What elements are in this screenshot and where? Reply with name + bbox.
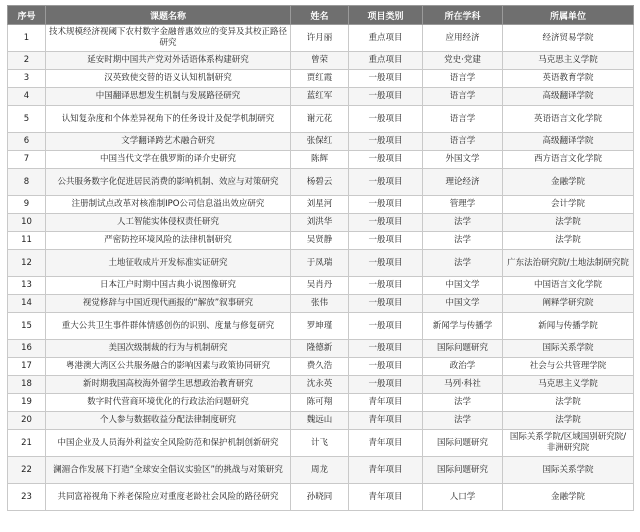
cell-name: 陈辉 [291, 151, 349, 169]
cell-title: 人工智能实体侵权责任研究 [46, 214, 291, 232]
table-body [8, 25, 634, 511]
cell-index: 9 [8, 196, 46, 214]
header-discipline: 所在学科 [423, 6, 503, 25]
cell-discipline: 语言学 [423, 106, 503, 133]
project-table [7, 5, 634, 511]
cell-discipline: 法学 [423, 250, 503, 277]
table-row [8, 484, 634, 511]
cell-category: 一般项目 [349, 313, 423, 340]
cell-name: 费久浩 [291, 358, 349, 376]
cell-discipline: 国际问题研究 [423, 457, 503, 484]
cell-name: 刘洪华 [291, 214, 349, 232]
table-row [8, 214, 634, 232]
cell-title: 文学翻译跨艺术融合研究 [46, 133, 291, 151]
cell-discipline: 中国文学 [423, 295, 503, 313]
cell-title: 美国次级制裁的行为与机制研究 [46, 340, 291, 358]
cell-index: 7 [8, 151, 46, 169]
cell-discipline: 马列·科社 [423, 376, 503, 394]
cell-discipline: 中国文学 [423, 277, 503, 295]
cell-category: 一般项目 [349, 376, 423, 394]
cell-category: 青年项目 [349, 484, 423, 511]
cell-discipline: 国际问题研究 [423, 340, 503, 358]
cell-title: 共同富裕视角下养老保险应对重度老龄社会风险的路径研究 [46, 484, 291, 511]
cell-category: 青年项目 [349, 412, 423, 430]
cell-name: 张伟 [291, 295, 349, 313]
cell-index: 23 [8, 484, 46, 511]
cell-unit: 社会与公共管理学院 [503, 358, 634, 376]
cell-category: 重点项目 [349, 52, 423, 70]
table-row [8, 106, 634, 133]
cell-name: 陈可翔 [291, 394, 349, 412]
cell-index: 19 [8, 394, 46, 412]
cell-index: 8 [8, 169, 46, 196]
cell-category: 一般项目 [349, 340, 423, 358]
cell-title: 中国当代文学在俄罗斯的译介史研究 [46, 151, 291, 169]
cell-name: 隆德新 [291, 340, 349, 358]
cell-name: 张保红 [291, 133, 349, 151]
cell-unit: 西方语言文化学院 [503, 151, 634, 169]
cell-discipline: 政治学 [423, 358, 503, 376]
cell-index: 22 [8, 457, 46, 484]
table-row [8, 70, 634, 88]
header-title: 课题名称 [46, 6, 291, 25]
cell-index: 14 [8, 295, 46, 313]
project-list-document [7, 5, 633, 511]
table-row [8, 394, 634, 412]
cell-title: 数字时代营商环境优化的行政法治问题研究 [46, 394, 291, 412]
cell-title: 粤港澳大湾区公共服务融合的影响因素与政策协同研究 [46, 358, 291, 376]
cell-index: 4 [8, 88, 46, 106]
cell-discipline: 外国文学 [423, 151, 503, 169]
table-row [8, 52, 634, 70]
cell-name: 曾荣 [291, 52, 349, 70]
cell-title: 土地征收成片开发标准实证研究 [46, 250, 291, 277]
cell-title: 日本江户时期中国古典小说图像研究 [46, 277, 291, 295]
table-row [8, 430, 634, 457]
header-index: 序号 [8, 6, 46, 25]
table-row [8, 250, 634, 277]
cell-category: 一般项目 [349, 169, 423, 196]
cell-unit: 英语语言文化学院 [503, 106, 634, 133]
cell-index: 1 [8, 25, 46, 52]
table-row [8, 277, 634, 295]
cell-name: 计飞 [291, 430, 349, 457]
table-header-row [8, 6, 634, 25]
table-row [8, 313, 634, 340]
cell-title: 公共服务数字化促进居民消费的影响机制、效应与对策研究 [46, 169, 291, 196]
cell-unit: 英语教育学院 [503, 70, 634, 88]
header-category: 项目类别 [349, 6, 423, 25]
cell-index: 18 [8, 376, 46, 394]
cell-category: 一般项目 [349, 214, 423, 232]
cell-index: 15 [8, 313, 46, 340]
cell-name: 贾红霞 [291, 70, 349, 88]
cell-discipline: 理论经济 [423, 169, 503, 196]
table-row [8, 196, 634, 214]
table-row [8, 340, 634, 358]
cell-discipline: 法学 [423, 412, 503, 430]
cell-name: 谢元花 [291, 106, 349, 133]
cell-discipline: 语言学 [423, 70, 503, 88]
cell-unit: 国际关系学院/区域国别研究院/非洲研究院 [503, 430, 634, 457]
cell-category: 一般项目 [349, 133, 423, 151]
table-row [8, 412, 634, 430]
cell-discipline: 语言学 [423, 133, 503, 151]
cell-unit: 经济贸易学院 [503, 25, 634, 52]
cell-category: 一般项目 [349, 196, 423, 214]
cell-title: 视觉修辞与中国近现代画报的“解放”叙事研究 [46, 295, 291, 313]
cell-name: 许月丽 [291, 25, 349, 52]
cell-title: 重大公共卫生事件群体情感创伤的识别、度量与修复研究 [46, 313, 291, 340]
cell-category: 一般项目 [349, 88, 423, 106]
cell-discipline: 法学 [423, 214, 503, 232]
cell-name: 于凤瑞 [291, 250, 349, 277]
cell-name: 周龙 [291, 457, 349, 484]
cell-discipline: 语言学 [423, 88, 503, 106]
table-row [8, 232, 634, 250]
cell-category: 一般项目 [349, 358, 423, 376]
cell-name: 吴肖丹 [291, 277, 349, 295]
table-row [8, 295, 634, 313]
cell-unit: 中国语言文化学院 [503, 277, 634, 295]
cell-category: 一般项目 [349, 151, 423, 169]
cell-name: 刘星河 [291, 196, 349, 214]
cell-unit: 法学院 [503, 412, 634, 430]
cell-unit: 国际关系学院 [503, 340, 634, 358]
cell-unit: 马克思主义学院 [503, 52, 634, 70]
cell-index: 17 [8, 358, 46, 376]
cell-unit: 国际关系学院 [503, 457, 634, 484]
cell-title: 技术规模经济视阈下农村数字金融普惠效应的变异及其校正路径研究 [46, 25, 291, 52]
cell-unit: 金融学院 [503, 484, 634, 511]
cell-index: 3 [8, 70, 46, 88]
cell-index: 16 [8, 340, 46, 358]
table-row [8, 88, 634, 106]
cell-category: 一般项目 [349, 277, 423, 295]
cell-unit: 金融学院 [503, 169, 634, 196]
cell-title: 认知复杂度和个体差异视角下的任务设计及促学机制研究 [46, 106, 291, 133]
cell-index: 10 [8, 214, 46, 232]
table-row [8, 25, 634, 52]
cell-name: 魏远山 [291, 412, 349, 430]
table-row [8, 457, 634, 484]
cell-category: 重点项目 [349, 25, 423, 52]
cell-name: 罗坤瑾 [291, 313, 349, 340]
cell-unit: 法学院 [503, 394, 634, 412]
table-row [8, 133, 634, 151]
cell-unit: 高级翻译学院 [503, 88, 634, 106]
cell-discipline: 国际问题研究 [423, 430, 503, 457]
header-unit: 所属单位 [503, 6, 634, 25]
cell-title: 延安时期中国共产党对外话语体系构建研究 [46, 52, 291, 70]
cell-unit: 阐释学研究院 [503, 295, 634, 313]
cell-discipline: 应用经济 [423, 25, 503, 52]
cell-discipline: 党史·党建 [423, 52, 503, 70]
cell-category: 一般项目 [349, 106, 423, 133]
header-name: 姓名 [291, 6, 349, 25]
cell-title: 新时期我国高校海外留学生思想政治教育研究 [46, 376, 291, 394]
cell-unit: 会计学院 [503, 196, 634, 214]
cell-discipline: 法学 [423, 232, 503, 250]
cell-name: 杨碧云 [291, 169, 349, 196]
cell-index: 20 [8, 412, 46, 430]
cell-index: 2 [8, 52, 46, 70]
table-row [8, 376, 634, 394]
cell-title: 中国企业及人员海外利益安全风险防范和保护机制创新研究 [46, 430, 291, 457]
cell-category: 一般项目 [349, 70, 423, 88]
cell-unit: 法学院 [503, 232, 634, 250]
cell-unit: 法学院 [503, 214, 634, 232]
table-row [8, 169, 634, 196]
cell-title: 严密防控环境风险的法律机制研究 [46, 232, 291, 250]
cell-index: 21 [8, 430, 46, 457]
cell-title: 澜湄合作发展下打造“全球安全倡议实验区”的挑战与对策研究 [46, 457, 291, 484]
cell-category: 青年项目 [349, 394, 423, 412]
cell-unit: 高级翻译学院 [503, 133, 634, 151]
cell-name: 沈永英 [291, 376, 349, 394]
cell-index: 13 [8, 277, 46, 295]
cell-title: 中国翻译思想发生机制与发展路径研究 [46, 88, 291, 106]
cell-index: 11 [8, 232, 46, 250]
cell-discipline: 管理学 [423, 196, 503, 214]
cell-index: 12 [8, 250, 46, 277]
cell-category: 一般项目 [349, 295, 423, 313]
cell-discipline: 人口学 [423, 484, 503, 511]
cell-unit: 马克思主义学院 [503, 376, 634, 394]
cell-title: 注册制试点改革对核准制IPO公司信息溢出效应研究 [46, 196, 291, 214]
cell-unit: 新闻与传播学院 [503, 313, 634, 340]
cell-discipline: 新闻学与传播学 [423, 313, 503, 340]
cell-title: 汉英致使交替的语义认知机制研究 [46, 70, 291, 88]
cell-name: 吴贤静 [291, 232, 349, 250]
cell-discipline: 法学 [423, 394, 503, 412]
cell-index: 5 [8, 106, 46, 133]
cell-name: 孙晓同 [291, 484, 349, 511]
table-row [8, 151, 634, 169]
cell-category: 一般项目 [349, 232, 423, 250]
cell-index: 6 [8, 133, 46, 151]
cell-name: 蓝红军 [291, 88, 349, 106]
cell-title: 个人参与数据收益分配法律制度研究 [46, 412, 291, 430]
table-row [8, 358, 634, 376]
cell-category: 青年项目 [349, 430, 423, 457]
cell-unit: 广东法治研究院/土地法制研究院 [503, 250, 634, 277]
cell-category: 一般项目 [349, 250, 423, 277]
cell-category: 青年项目 [349, 457, 423, 484]
